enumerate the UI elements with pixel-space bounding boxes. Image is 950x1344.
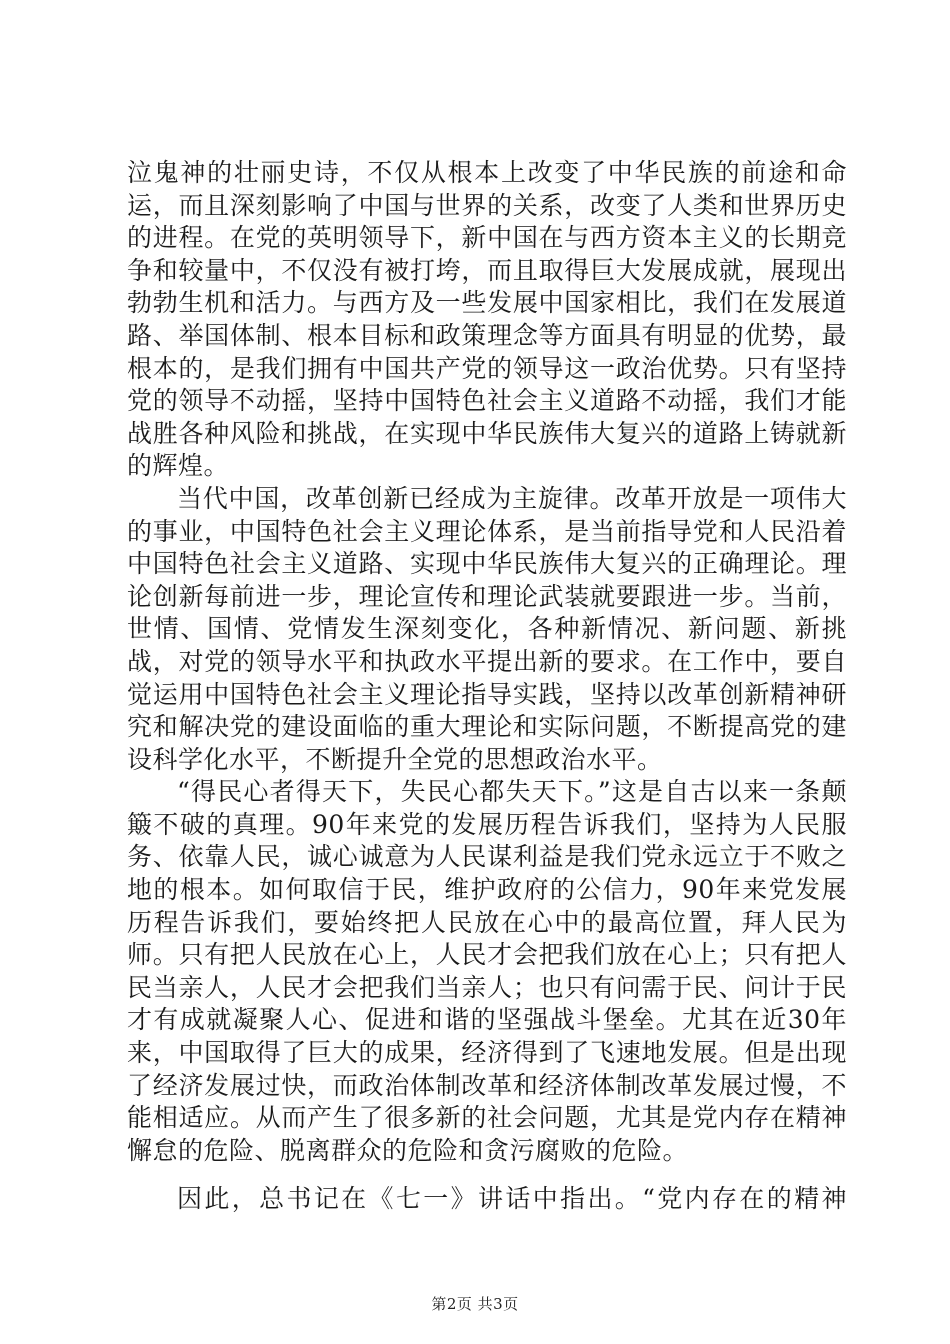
paragraph-3: “得民心者得天下，失民心都失天下。”这是自古以来一条颠簸不破的真理。90年来党的发展历程告诉我们，坚持为人民服务、依靠人民，诚心诚意为人民谋利益是我们党永远立于不败之地的根本。如何取信于民，维护政府的公信力，90年来党发展历程告诉我们，要始终把人民放在心中的最高位置，拜人民为师。只有把人民放在心上，人民才会把我们放在心上；只有把人民当亲人，人民才会把我们当亲人；也只有问需于民、问计于民才有成就凝聚人心、促进和谐的坚强战斗堡垒。尤其在近30年来，中国取得了巨大的成果，经济得到了飞速地发展。但是出现了经济发展过快，而政治体制改革和经济体制改革发展过慢，不能相适应。从而产生了很多新的社会问题，尤其是党内存在精神懈怠的危险、脱离群众的危险和贪污腐败的危险。: [127, 777, 847, 1165]
document-body: [127, 157, 847, 1216]
page-footer: 第2页 共3页: [431, 1295, 519, 1313]
paragraph-2: 当代中国，改革创新已经成为主旋律。改革开放是一项伟大的事业，中国特色社会主义理论体系，是当前指导党和人民沿着中国特色社会主义道路、实现中华民族伟大复兴的正确理论。理论创新每前进一步，理论宣传和理论武装就要跟进一步。当前，世情、国情、党情发生深刻变化，各种新情况、新问题、新挑战，对党的领导水平和执政水平提出新的要求。在工作中，要自觉运用中国特色社会主义理论指导实践，坚持以改革创新精神研究和解决党的建设面临的重大理论和实际问题，不断提高党的建设科学化水平，不断提升全党的思想政治水平。: [127, 483, 847, 774]
paragraph-4: 因此，总书记在《七一》讲话中指出。“党内存在的精神: [177, 1184, 847, 1214]
paragraph-1: 泣鬼神的壮丽史诗，不仅从根本上改变了中华民族的前途和命运，而且深刻影响了中国与世界的关系，改变了人类和世界历史的进程。在党的英明领导下，新中国在与西方资本主义的长期竞争和较量中，不仅没有被打垮，而且取得巨大发展成就，展现出勃勃生机和活力。与西方及一些发展中国家相比，我们在发展道路、举国体制、根本目标和政策理念等方面具有明显的优势，最根本的，是我们拥有中国共产党的领导这一政治优势。只有坚持党的领导不动摇，坚持中国特色社会主义道路不动摇，我们才能战胜各种风险和挑战，在实现中华民族伟大复兴的道路上铸就新的辉煌。: [127, 158, 847, 481]
